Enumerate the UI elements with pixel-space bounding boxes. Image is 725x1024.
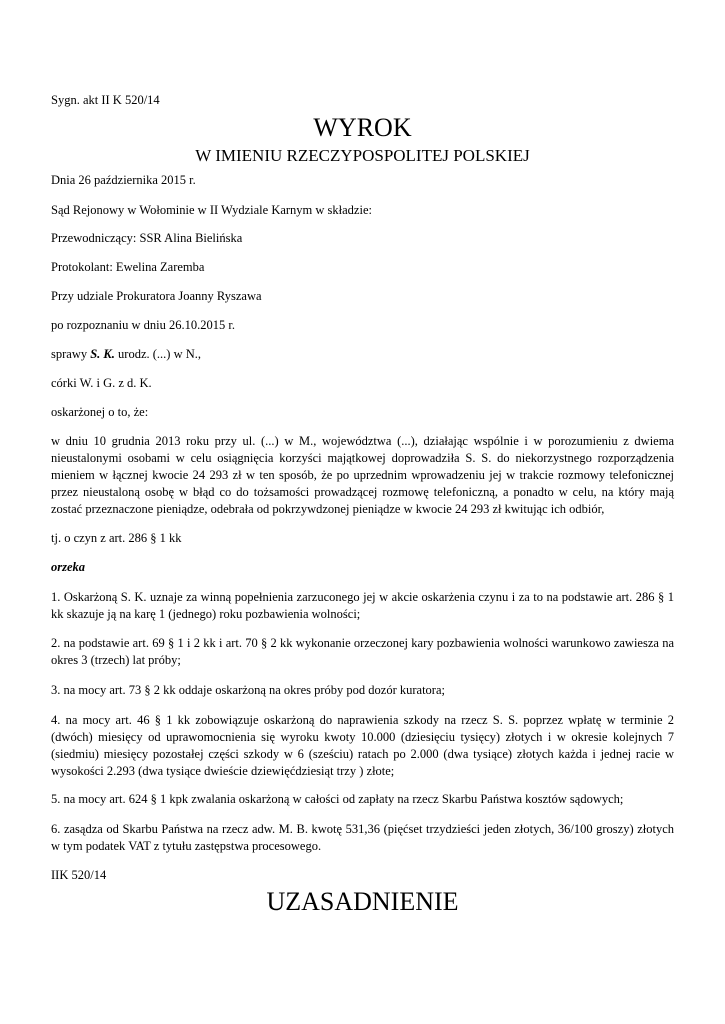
- section-title: UZASADNIENIE: [266, 887, 459, 916]
- date-line: Dnia 26 października 2015 r.: [51, 173, 196, 187]
- case-line: [51, 346, 674, 363]
- ruling-item: 3. na mocy art. 73 § 2 kk oddaje oskarżoną na okres próby pod dozór kuratora;: [51, 683, 445, 697]
- ruling-item: 1. Oskarżoną S. K. uznaje za winną popełnienia zarzuconego jej w akcie oskarżenia czynu i za to na podstawie art. 286 § 1 kk skazuje ją na karę 1 (jednego) roku pozbawienia wolności;: [51, 590, 674, 621]
- charge-paragraph: w dniu 10 grudnia 2013 roku przy ul. (...) w M., województwa (...), działając wspólnie i w porozumieniu z dwiema nieustalonymi osobami w celu osiągnięcia korzyści majątkowej doprowadziła S. S. do niekorzystnego rozporządzenia mieniem w łącznej kwocie 24 293 zł w ten sposób, że po uprzednim wprowadzeniu jej w trakcie rozmowy telefonicznej przez nieustaloną osobę w błąd co do tożsamości prowadzącej rozmowę telefoniczną, a ponadto w celu, na który mają zostać przeznaczone pieniądze, odebrała od pokrzywdzonej pieniądze w kwocie 24 293 zł kwitując ich odbiór,: [51, 434, 674, 516]
- case-suffix: urodz. (...) w N.,: [114, 347, 201, 361]
- document-subtitle: W IMIENIU RZECZYPOSPOLITEJ POLSKIEJ: [195, 146, 530, 165]
- orzeka-heading: [51, 559, 674, 576]
- presiding-judge: Przewodniczący: SSR Alina Bielińska: [51, 231, 243, 245]
- prosecutor-line: Przy udziale Prokuratora Joanny Ryszawa: [51, 289, 262, 303]
- ruling-item: 5. na mocy art. 624 § 1 kpk zwalania oskarżoną w całości od zapłaty na rzecz Skarbu Państwa kosztów sądowych;: [51, 792, 624, 806]
- parents-line: córki W. i G. z d. K.: [51, 376, 152, 390]
- footer-reference: IIK 520/14: [51, 868, 107, 882]
- case-prefix: sprawy: [51, 347, 91, 361]
- ruling-item: 2. na podstawie art. 69 § 1 i 2 kk i art. 70 § 2 kk wykonanie orzeczonej kary pozbawienia wolności warunkowo zawiesza na okres 3 (trzech) lat próby;: [51, 636, 674, 667]
- orzeka-text: orzeka: [51, 560, 86, 574]
- accused-intro: oskarżonej o to, że:: [51, 405, 149, 419]
- article-line: tj. o czyn z art. 286 § 1 kk: [51, 531, 182, 545]
- court-clerk: Protokolant: Ewelina Zaremba: [51, 260, 205, 274]
- ruling-item: 6. zasądza od Skarbu Państwa na rzecz adw. M. B. kwotę 531,36 (pięćset trzydzieści jeden złotych, 36/100 groszy) złotych w tym podatek VAT z tytułu zastępstwa procesowego.: [51, 822, 674, 853]
- ruling-item: 4. na mocy art. 46 § 1 kk zobowiązuje oskarżoną do naprawienia szkody na rzecz S. S. poprzez wpłatę w terminie 2 (dwóch) miesięcy od uprawomocnienia się wyroku kwoty 10.000 (dziesięciu tysięcy) złotych i w okresie kolejnych 7 (siedmiu) miesięcy pozostałej części szkody w 6 (sześciu) ratach po 2.000 (dwa tysiące) złotych każda i jednej racie w wysokości 2.293 (dwa tysiące dwieście dziewięćdziesiąt trzy ) złote;: [51, 713, 674, 778]
- defendant-name: S. K.: [90, 347, 115, 361]
- hearing-line: po rozpoznaniu w dniu 26.10.2015 r.: [51, 318, 236, 332]
- case-signature: Sygn. akt II K 520/14: [51, 93, 160, 107]
- court-line: Sąd Rejonowy w Wołominie w II Wydziale Karnym w składzie:: [51, 203, 372, 217]
- document-title: WYROK: [313, 113, 412, 142]
